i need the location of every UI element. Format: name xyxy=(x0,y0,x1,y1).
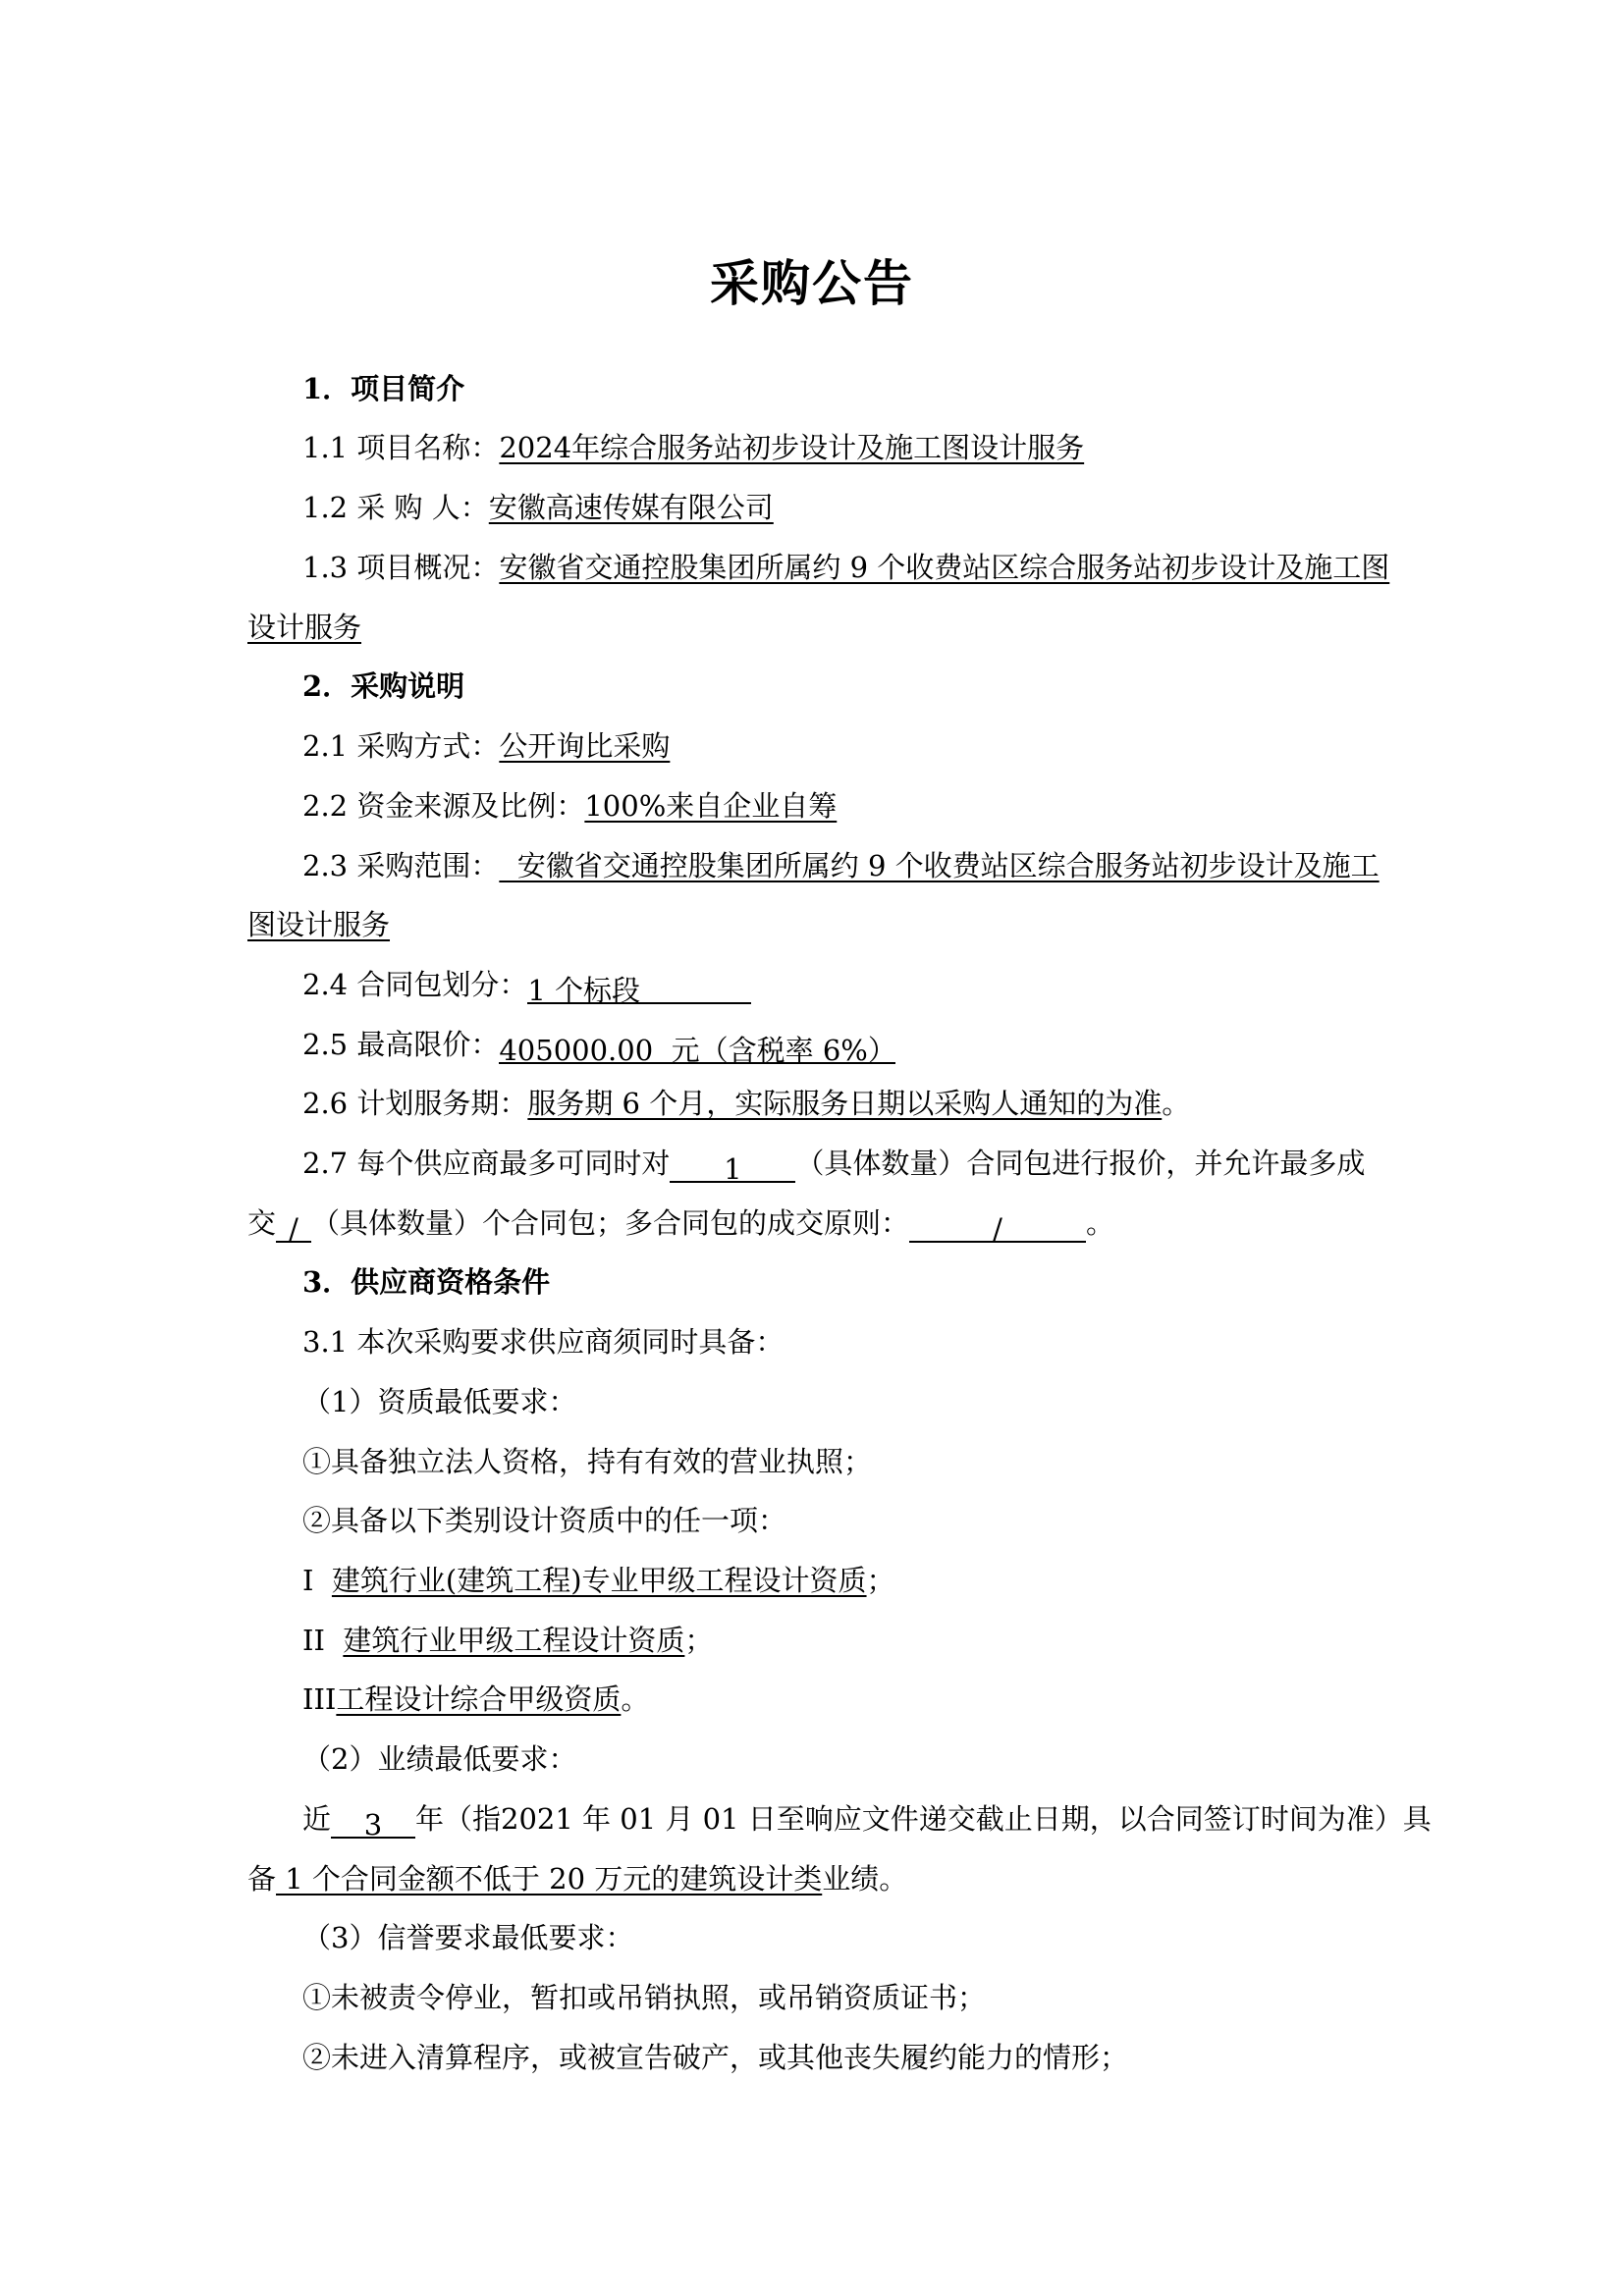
quote-limit-text-2: （具体数量）合同包进行报价，并允许最多成 xyxy=(795,1147,1366,1180)
qualification-option-1 xyxy=(302,1561,895,1600)
package-line xyxy=(302,965,751,1007)
quote-limit-line xyxy=(302,1144,1366,1186)
option-2-value: 建筑行业甲级工程设计资质 xyxy=(343,1624,685,1657)
period-label: 2.6 计划服务期： xyxy=(302,1087,528,1120)
method-line xyxy=(302,726,670,766)
performance-text-3: 备 xyxy=(247,1862,277,1896)
overview-label: 1.3 项目概况： xyxy=(302,551,500,584)
option-1-value: 建筑行业(建筑工程)专业甲级工程设计资质 xyxy=(331,1564,867,1597)
buyer-line xyxy=(302,488,774,527)
overview-line-continued xyxy=(247,608,361,647)
performance-text-1: 近 xyxy=(302,1802,332,1836)
project-name-value: 2024年综合服务站初步设计及施工图设计服务 xyxy=(499,431,1085,464)
buyer-value: 安徽高速传媒有限公司 xyxy=(488,491,774,524)
project-name-label: 1.1 项目名称： xyxy=(302,431,500,464)
period-value: 服务期 6 个月，实际服务日期以采购人通知的为准 xyxy=(527,1087,1163,1120)
performance-end: 业绩。 xyxy=(822,1862,908,1896)
option-3-value: 工程设计综合甲级资质 xyxy=(336,1682,622,1716)
credit-item-1: ①未被责令停业，暂扣或吊销执照，或吊销资质证书； xyxy=(302,1981,987,2014)
quote-limit-text-1: 2.7 每个供应商最多可同时对 xyxy=(302,1147,671,1180)
award-limit-end: 。 xyxy=(1086,1206,1115,1240)
section-3-heading: 3．供应商资格条件 xyxy=(302,1265,551,1299)
price-value: 405000.00 元（含税率 6%） xyxy=(499,1031,895,1064)
performance-years: 3 xyxy=(331,1805,415,1839)
method-value: 公开询比采购 xyxy=(499,729,671,763)
option-3-end: 。 xyxy=(621,1682,650,1716)
performance-heading: （2）业绩最低要求： xyxy=(302,1742,577,1776)
option-1-end: ； xyxy=(866,1564,895,1597)
performance-line-continued xyxy=(247,1859,907,1898)
option-3-prefix: III xyxy=(302,1682,337,1716)
award-limit-text-2: （具体数量）个合同包；多合同包的成交原则： xyxy=(311,1206,910,1240)
scope-value: 安徽省交通控股集团所属约 9 个收费站区综合服务站初步设计及施工 xyxy=(499,849,1380,882)
overview-value: 安徽省交通控股集团所属约 9 个收费站区综合服务站初步设计及施工图 xyxy=(499,551,1390,584)
qualification-option-3 xyxy=(302,1680,649,1719)
fund-label: 2.2 资金来源及比例： xyxy=(302,789,585,823)
scope-line-continued xyxy=(247,905,390,944)
qualification-intro: 3.1 本次采购要求供应商须同时具备： xyxy=(302,1325,785,1359)
overview-value-continued: 设计服务 xyxy=(247,611,362,644)
period-line xyxy=(302,1084,1190,1123)
quote-limit-number: 1 xyxy=(670,1149,795,1183)
price-label: 2.5 最高限价： xyxy=(302,1028,500,1061)
buyer-label: 1.2 采 购 人： xyxy=(302,491,489,524)
scope-label: 2.3 采购范围： xyxy=(302,849,500,882)
price-line xyxy=(302,1025,896,1067)
qualification-heading: （1）资质最低要求： xyxy=(302,1385,577,1418)
method-label: 2.1 采购方式： xyxy=(302,729,500,763)
option-2-prefix: II xyxy=(302,1624,344,1657)
qualification-option-2 xyxy=(302,1621,713,1660)
credit-item-2: ②未进入清算程序，或被宣告破产，或其他丧失履约能力的情形； xyxy=(302,2041,1129,2074)
period-end: 。 xyxy=(1162,1087,1191,1120)
page-title: 采购公告 xyxy=(710,254,914,312)
section-2-heading: 2．采购说明 xyxy=(302,669,465,703)
option-2-end: ； xyxy=(684,1624,714,1657)
award-limit-line xyxy=(247,1203,1115,1246)
award-limit-text-1: 交 xyxy=(247,1206,277,1240)
performance-text-2: 年（指2021 年 01 月 01 日至响应文件递交截止日期，以合同签订时间为准）具 xyxy=(415,1802,1432,1836)
qualification-item-1: ①具备独立法人资格，持有有效的营业执照； xyxy=(302,1445,873,1478)
credit-heading: （3）信誉要求最低要求： xyxy=(302,1921,634,1954)
package-label: 2.4 合同包划分： xyxy=(302,968,528,1001)
qualification-item-2: ②具备以下类别设计资质中的任一项： xyxy=(302,1504,787,1537)
fund-value: 100%来自企业自筹 xyxy=(584,789,838,823)
scope-line xyxy=(302,846,1380,885)
overview-line xyxy=(302,548,1389,587)
scope-value-continued: 图设计服务 xyxy=(247,908,391,941)
award-limit-number: / xyxy=(276,1209,311,1243)
award-rule-value: / xyxy=(909,1209,1086,1243)
project-name-line xyxy=(302,428,1084,467)
performance-requirement: 1 个合同金额不低于 20 万元的建筑设计类 xyxy=(276,1862,823,1896)
option-1-prefix: I xyxy=(302,1564,332,1597)
package-value: 1 个标段 xyxy=(527,971,751,1004)
section-1-heading: 1．项目简介 xyxy=(302,372,465,405)
performance-line xyxy=(302,1799,1432,1842)
fund-line xyxy=(302,786,837,826)
